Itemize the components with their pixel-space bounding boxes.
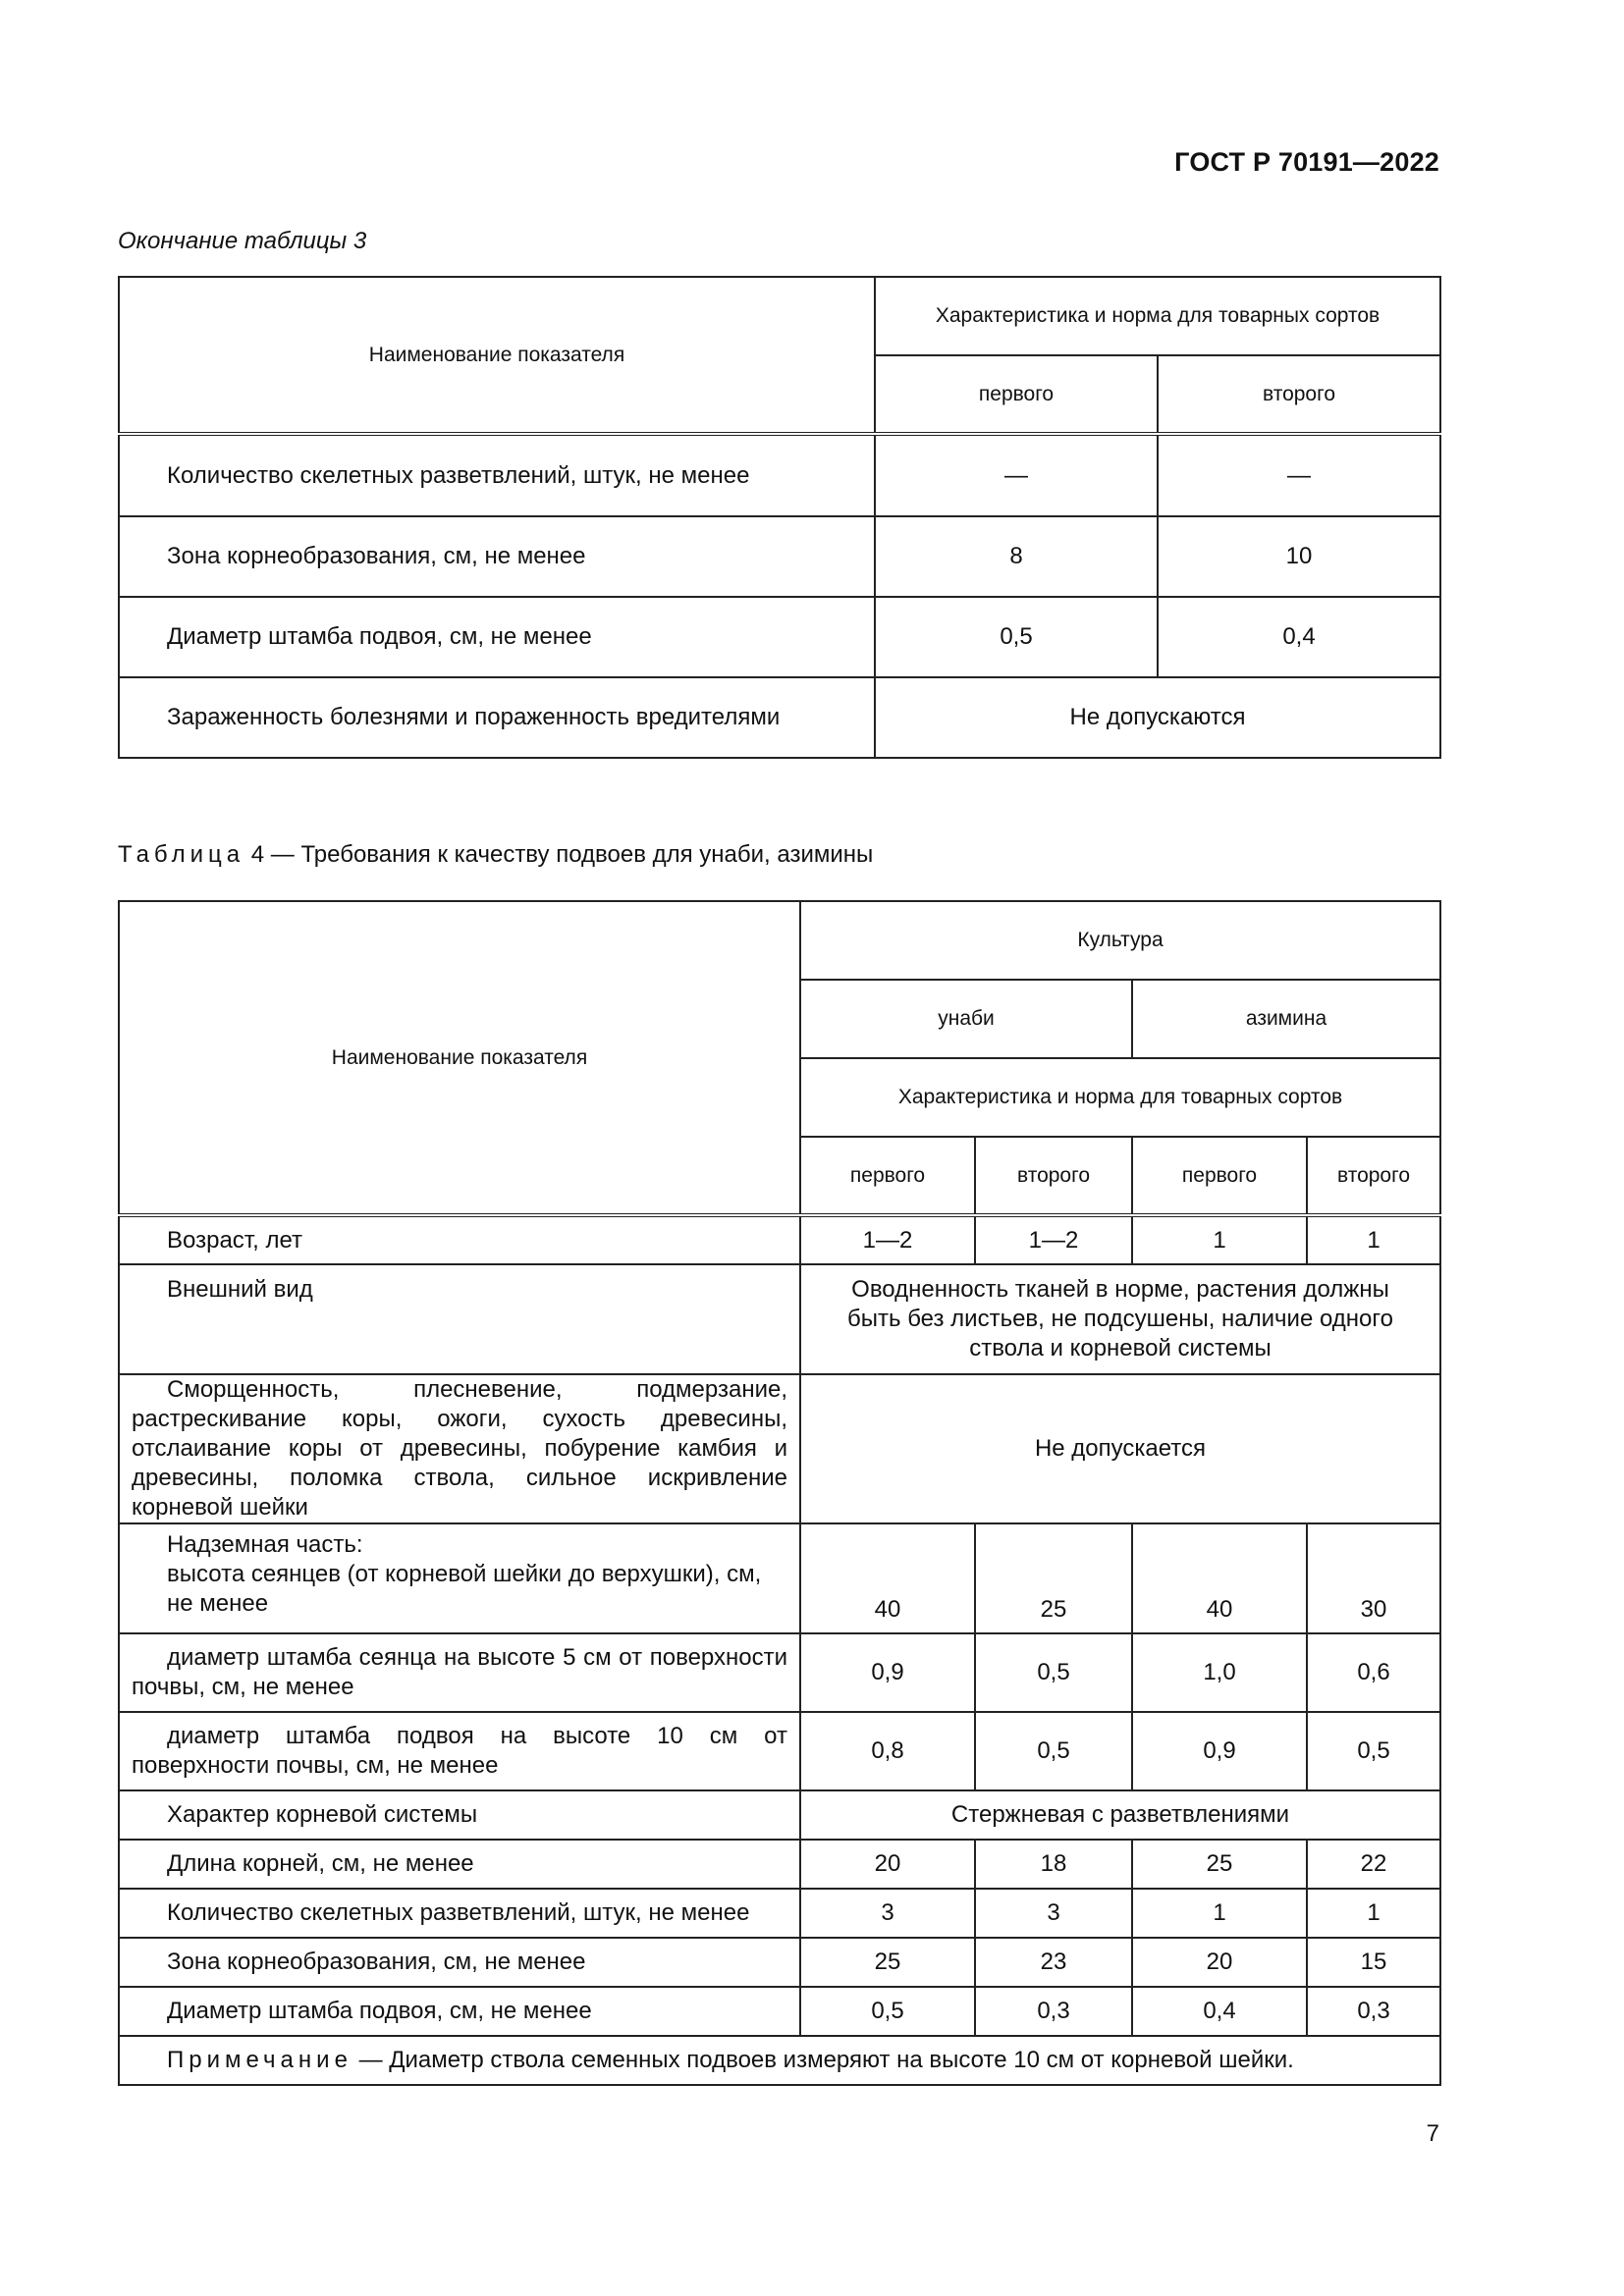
t4-cell: 1 bbox=[1307, 1215, 1440, 1264]
t4-row-name bbox=[119, 1523, 800, 1633]
table-4 bbox=[118, 900, 1441, 2086]
table-row bbox=[119, 1840, 1440, 1889]
t4-header-indicator: Наименование показателя bbox=[119, 901, 800, 1215]
t4-cell: 0,4 bbox=[1132, 1987, 1307, 2036]
t3-cell: 0,4 bbox=[1158, 597, 1440, 677]
t4-cell: 1 bbox=[1132, 1215, 1307, 1264]
table-row bbox=[119, 1523, 1440, 1633]
t4-cell: 0,3 bbox=[975, 1987, 1132, 2036]
table-row bbox=[119, 434, 1440, 516]
table-row bbox=[119, 1633, 1440, 1712]
t4-merged-cell: Стержневая с разветвлениями bbox=[800, 1790, 1440, 1840]
t4-header-azimina: азимина bbox=[1132, 980, 1440, 1058]
t4-header-characteristic: Характеристика и норма для товарных сортов bbox=[800, 1058, 1440, 1137]
t4-row-name: Возраст, лет bbox=[119, 1215, 800, 1264]
t3-merged-cell: Не допускаются bbox=[875, 677, 1440, 758]
t4-cell: 20 bbox=[800, 1840, 975, 1889]
t4-cell: 0,9 bbox=[800, 1633, 975, 1712]
table-row bbox=[119, 597, 1440, 677]
t4-note bbox=[119, 2036, 1440, 2085]
t4-note-text: — Диаметр ствола семенных подвоев измеряют на высоте 10 см от корневой шейки. bbox=[358, 2047, 1294, 2073]
t3-cell: 10 bbox=[1158, 516, 1440, 597]
t4-merged-cell: Оводненность тканей в норме, растения должны быть без листьев, не подсушены, наличие одного ствола и корневой системы bbox=[800, 1264, 1440, 1374]
table-row bbox=[119, 1987, 1440, 2036]
table-row bbox=[119, 1215, 1440, 1264]
t3-cell: — bbox=[1158, 434, 1440, 516]
table4-caption-label: Таблица bbox=[118, 841, 245, 868]
t4-row-name: Внешний вид bbox=[119, 1264, 800, 1374]
t4-cell: 25 bbox=[1132, 1840, 1307, 1889]
table-row bbox=[119, 1374, 1440, 1523]
t4-cell: 3 bbox=[975, 1889, 1132, 1938]
t4-cell: 1—2 bbox=[800, 1215, 975, 1264]
table-row bbox=[119, 1938, 1440, 1987]
standard-number: ГОСТ Р 70191—2022 bbox=[1174, 147, 1439, 177]
t4-row-name: диаметр штамба сеянца на высоте 5 см от поверхности почвы, см, не менее bbox=[119, 1633, 800, 1712]
t4-header-culture: Культура bbox=[800, 901, 1440, 980]
t4-row-name: Зона корнеобразования, см, не менее bbox=[119, 1938, 800, 1987]
table-row bbox=[119, 1889, 1440, 1938]
table4-caption bbox=[118, 841, 873, 869]
t4-cell: 0,5 bbox=[975, 1712, 1132, 1790]
t4-header-first: первого bbox=[1132, 1137, 1307, 1215]
t3-row-name: Диаметр штамба подвоя, см, не менее bbox=[119, 597, 875, 677]
t3-cell: 8 bbox=[875, 516, 1158, 597]
t4-cell: 0,5 bbox=[800, 1987, 975, 2036]
t4-cell: 25 bbox=[800, 1938, 975, 1987]
t3-header-indicator: Наименование показателя bbox=[119, 277, 875, 434]
table-row bbox=[119, 1790, 1440, 1840]
t4-aboveground-name: высота сеянцев (от корневой шейки до верхушки), см, не менее bbox=[167, 1561, 762, 1617]
t4-cell: 0,5 bbox=[1307, 1712, 1440, 1790]
t4-merged-cell: Не допускается bbox=[800, 1374, 1440, 1523]
t4-aboveground-title: Надземная часть: bbox=[167, 1531, 363, 1558]
table-row bbox=[119, 677, 1440, 758]
t4-cell: 40 bbox=[800, 1523, 975, 1633]
t4-cell: 1—2 bbox=[975, 1215, 1132, 1264]
t4-header-unabi: унаби bbox=[800, 980, 1132, 1058]
t4-row-name: Количество скелетных разветвлений, штук, не менее bbox=[119, 1889, 800, 1938]
t4-cell: 0,9 bbox=[1132, 1712, 1307, 1790]
t4-header-first: первого bbox=[800, 1137, 975, 1215]
t3-row-name: Зараженность болезнями и пораженность вредителями bbox=[119, 677, 875, 758]
page-number: 7 bbox=[1426, 2120, 1439, 2147]
t4-cell: 1,0 bbox=[1132, 1633, 1307, 1712]
t4-header-second: второго bbox=[975, 1137, 1132, 1215]
t4-cell: 0,8 bbox=[800, 1712, 975, 1790]
t4-row-name: Диаметр штамба подвоя, см, не менее bbox=[119, 1987, 800, 2036]
t4-cell: 1 bbox=[1307, 1889, 1440, 1938]
t4-cell: 0,5 bbox=[975, 1633, 1132, 1712]
table-row bbox=[119, 1712, 1440, 1790]
t4-row-name: Характер корневой системы bbox=[119, 1790, 800, 1840]
t4-cell: 30 bbox=[1307, 1523, 1440, 1633]
t4-cell: 23 bbox=[975, 1938, 1132, 1987]
t3-row-name: Зона корнеобразования, см, не менее bbox=[119, 516, 875, 597]
table-3 bbox=[118, 276, 1441, 759]
t4-header-second: второго bbox=[1307, 1137, 1440, 1215]
table3-caption: Окончание таблицы 3 bbox=[118, 228, 367, 254]
table-row bbox=[119, 1264, 1440, 1374]
t3-header-second: второго bbox=[1158, 355, 1440, 434]
t4-cell: 3 bbox=[800, 1889, 975, 1938]
t3-header-first: первого bbox=[875, 355, 1158, 434]
t4-cell: 1 bbox=[1132, 1889, 1307, 1938]
t4-cell: 25 bbox=[975, 1523, 1132, 1633]
t3-cell: — bbox=[875, 434, 1158, 516]
table-note-row bbox=[119, 2036, 1440, 2085]
t4-row-name: Сморщенность, плесневение, подмерзание, растрескивание коры, ожоги, сухость древесины, отслаивание коры от древесины, побурение камбия и древесины, поломка ствола, сильное искривление корневой шейки bbox=[119, 1374, 800, 1523]
t4-cell: 0,3 bbox=[1307, 1987, 1440, 2036]
table4-caption-text: 4 — Требования к качеству подвоев для унаби, азимины bbox=[250, 841, 874, 868]
table-row bbox=[119, 516, 1440, 597]
t4-cell: 15 bbox=[1307, 1938, 1440, 1987]
t4-row-name: диаметр штамба подвоя на высоте 10 см от поверхности почвы, см, не менее bbox=[119, 1712, 800, 1790]
t4-cell: 40 bbox=[1132, 1523, 1307, 1633]
t4-cell: 22 bbox=[1307, 1840, 1440, 1889]
t3-header-characteristic: Характеристика и норма для товарных сортов bbox=[875, 277, 1440, 355]
t4-note-label: Примечание bbox=[167, 2047, 352, 2073]
t3-row-name: Количество скелетных разветвлений, штук, не менее bbox=[119, 434, 875, 516]
t3-cell: 0,5 bbox=[875, 597, 1158, 677]
t4-cell: 20 bbox=[1132, 1938, 1307, 1987]
t4-cell: 18 bbox=[975, 1840, 1132, 1889]
t4-row-name: Длина корней, см, не менее bbox=[119, 1840, 800, 1889]
t4-cell: 0,6 bbox=[1307, 1633, 1440, 1712]
